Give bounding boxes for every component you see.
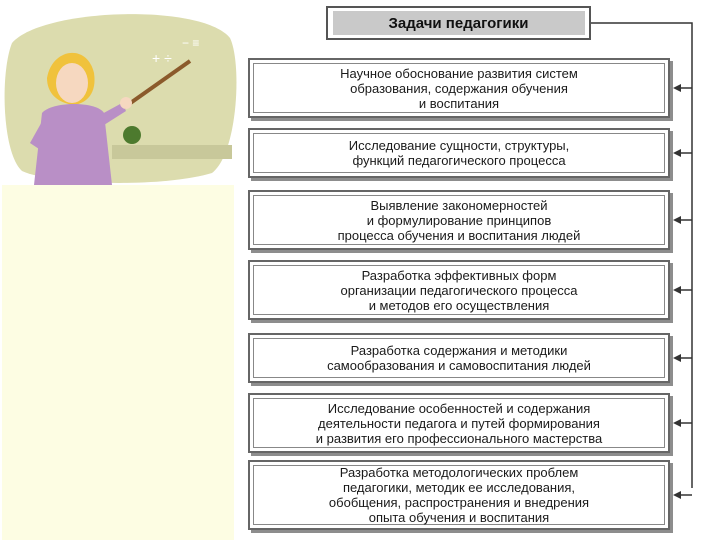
task-box-6 xyxy=(248,393,670,453)
board-chalk-marks: + ÷ xyxy=(152,50,172,66)
svg-text:− ≡: − ≡ xyxy=(182,36,200,50)
arrow-head-5 xyxy=(673,354,681,362)
apple xyxy=(123,126,141,144)
task-text-3: Выявление закономерностей и формулирование принципов процесса обучения и воспитания людей xyxy=(337,197,581,243)
side-panel xyxy=(2,185,234,540)
task-box-3 xyxy=(248,190,670,250)
task-text-2: Исследование сущности, структуры, функций педагогического процесса xyxy=(348,138,570,168)
teacher-clipart xyxy=(2,3,240,185)
task-box-1 xyxy=(248,58,670,118)
face xyxy=(56,63,88,103)
dress xyxy=(34,104,112,185)
arrow-head-2 xyxy=(673,149,681,157)
task-box-5 xyxy=(248,333,670,383)
arrow-head-6 xyxy=(673,419,681,427)
diagram-header xyxy=(326,6,591,40)
diagram-title: Задачи педагогики xyxy=(333,11,585,35)
arrow-head-4 xyxy=(673,286,681,294)
task-text-1: Научное обоснование развития систем образования, содержания обучения и воспитания xyxy=(340,65,578,111)
task-box-7 xyxy=(248,460,670,530)
task-text-6: Исследование особенностей и содержания деятельности педагога и путей формирования и развития его профессионального мастерства xyxy=(315,400,603,446)
task-box-4 xyxy=(248,260,670,320)
task-box-2 xyxy=(248,128,670,178)
task-text-7: Разработка методологических проблем педагогики, методик ее исследования, обобщения, распространения и внедрения опыта обучения и воспитания xyxy=(328,465,590,525)
arrow-head-7 xyxy=(673,491,681,499)
task-text-5: Разработка содержания и методики самообразования и самовоспитания людей xyxy=(327,343,591,373)
arrow-head-1 xyxy=(673,84,681,92)
task-text-4: Разработка эффективных форм организации педагогического процесса и методов его осуществления xyxy=(340,267,578,313)
arrow-head-3 xyxy=(673,216,681,224)
